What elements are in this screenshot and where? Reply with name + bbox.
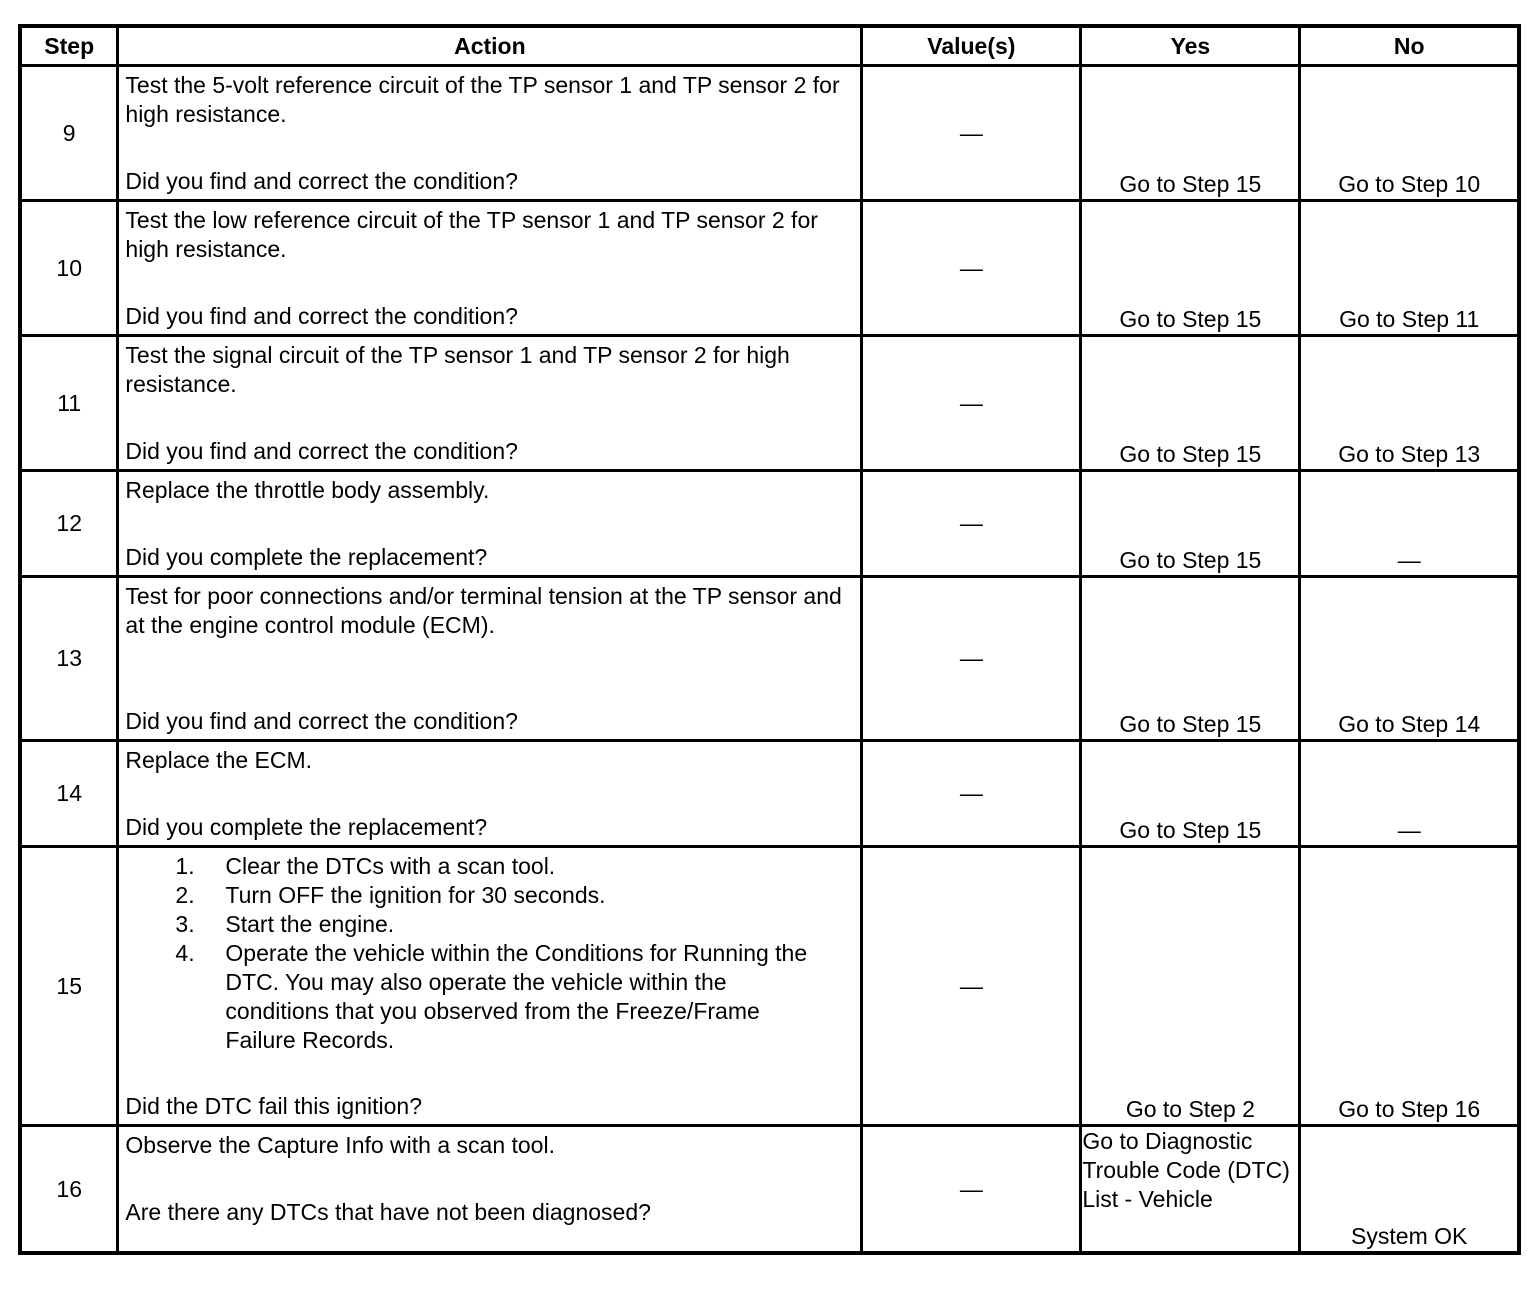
value-cell: —	[862, 741, 1081, 847]
yes-cell: Go to Step 15	[1081, 741, 1300, 847]
yes-cell: Go to Step 15	[1081, 66, 1300, 201]
yes-cell: Go to Step 15	[1081, 336, 1300, 471]
action-cell	[118, 741, 862, 847]
action-cell	[118, 847, 862, 1126]
action-cell	[118, 471, 862, 577]
yes-cell: Go to Step 15	[1081, 471, 1300, 577]
yes-cell: Go to Step 2	[1081, 847, 1300, 1126]
action-cell	[118, 1126, 862, 1254]
header-row	[20, 26, 1519, 66]
diagnostic-table	[18, 24, 1521, 1255]
step-number: 10	[20, 201, 118, 336]
table-row	[20, 1126, 1519, 1254]
action-cell	[118, 66, 862, 201]
value-cell: —	[862, 66, 1081, 201]
action-cell	[118, 201, 862, 336]
step-number: 15	[20, 847, 118, 1126]
action-text: Observe the Capture Info with a scan tool.	[125, 1132, 555, 1158]
no-cell: —	[1300, 471, 1519, 577]
value-cell: —	[862, 471, 1081, 577]
list-item-text: Turn OFF the ignition for 30 seconds.	[225, 882, 606, 908]
list-item	[125, 939, 854, 1055]
header-action: Action	[118, 26, 862, 66]
list-item-number: 2.	[175, 882, 195, 908]
header-no: No	[1300, 26, 1519, 66]
no-cell: System OK	[1300, 1126, 1519, 1254]
header-yes: Yes	[1081, 26, 1300, 66]
no-cell: Go to Step 16	[1300, 847, 1519, 1126]
no-cell: Go to Step 11	[1300, 201, 1519, 336]
action-question: Did you find and correct the condition?	[125, 303, 518, 329]
action-question: Did you find and correct the condition?	[125, 168, 518, 194]
action-text: Test the signal circuit of the TP sensor 1 and TP sensor 2 for high resistance.	[125, 342, 790, 397]
list-item-text: Clear the DTCs with a scan tool.	[225, 853, 556, 879]
table-row	[20, 741, 1519, 847]
action-question: Did you find and correct the condition?	[125, 438, 518, 464]
action-question: Did you complete the replacement?	[125, 814, 488, 840]
list-item	[125, 852, 854, 881]
list-item-number: 3.	[175, 911, 195, 937]
value-cell: —	[862, 336, 1081, 471]
action-question: Are there any DTCs that have not been diagnosed?	[125, 1199, 651, 1225]
no-cell: Go to Step 10	[1300, 66, 1519, 201]
table-row	[20, 471, 1519, 577]
action-text: Test the low reference circuit of the TP sensor 1 and TP sensor 2 for high resistance.	[125, 207, 818, 262]
action-question: Did the DTC fail this ignition?	[125, 1093, 422, 1119]
header-step: Step	[20, 26, 118, 66]
list-item-number: 1.	[175, 853, 195, 879]
value-cell: —	[862, 1126, 1081, 1254]
action-cell	[118, 336, 862, 471]
action-question: Did you find and correct the condition?	[125, 708, 518, 734]
action-text: Replace the ECM.	[125, 747, 313, 773]
value-cell: —	[862, 847, 1081, 1126]
step-number: 16	[20, 1126, 118, 1254]
list-item-text: Operate the vehicle within the Conditions for Running the DTC. You may also operate the vehicle within the conditions that you observed from the Freeze/Frame Failure Records.	[225, 940, 808, 1053]
no-cell: —	[1300, 741, 1519, 847]
action-text: Test the 5-volt reference circuit of the TP sensor 1 and TP sensor 2 for high resistance.	[125, 72, 840, 127]
action-text: Replace the throttle body assembly.	[125, 477, 490, 503]
procedure-list	[125, 852, 854, 1055]
list-item-text: Start the engine.	[225, 911, 395, 937]
yes-cell: Go to Step 15	[1081, 577, 1300, 741]
yes-cell: Go to Diagnostic Trouble Code (DTC) List - Vehicle	[1081, 1126, 1300, 1254]
list-item-number: 4.	[175, 940, 195, 966]
value-cell: —	[862, 201, 1081, 336]
action-cell	[118, 577, 862, 741]
step-number: 14	[20, 741, 118, 847]
no-cell: Go to Step 14	[1300, 577, 1519, 741]
step-number: 9	[20, 66, 118, 201]
list-item	[125, 881, 854, 910]
table-row	[20, 201, 1519, 336]
header-values: Value(s)	[862, 26, 1081, 66]
action-text: Test for poor connections and/or terminal tension at the TP sensor and at the engine control module (ECM).	[125, 583, 842, 638]
step-number: 13	[20, 577, 118, 741]
value-cell: —	[862, 577, 1081, 741]
step-number: 11	[20, 336, 118, 471]
table-row	[20, 66, 1519, 201]
no-cell: Go to Step 13	[1300, 336, 1519, 471]
table-row	[20, 336, 1519, 471]
yes-cell: Go to Step 15	[1081, 201, 1300, 336]
table-row	[20, 847, 1519, 1126]
list-item	[125, 910, 854, 939]
table-row	[20, 577, 1519, 741]
step-number: 12	[20, 471, 118, 577]
action-question: Did you complete the replacement?	[125, 544, 488, 570]
